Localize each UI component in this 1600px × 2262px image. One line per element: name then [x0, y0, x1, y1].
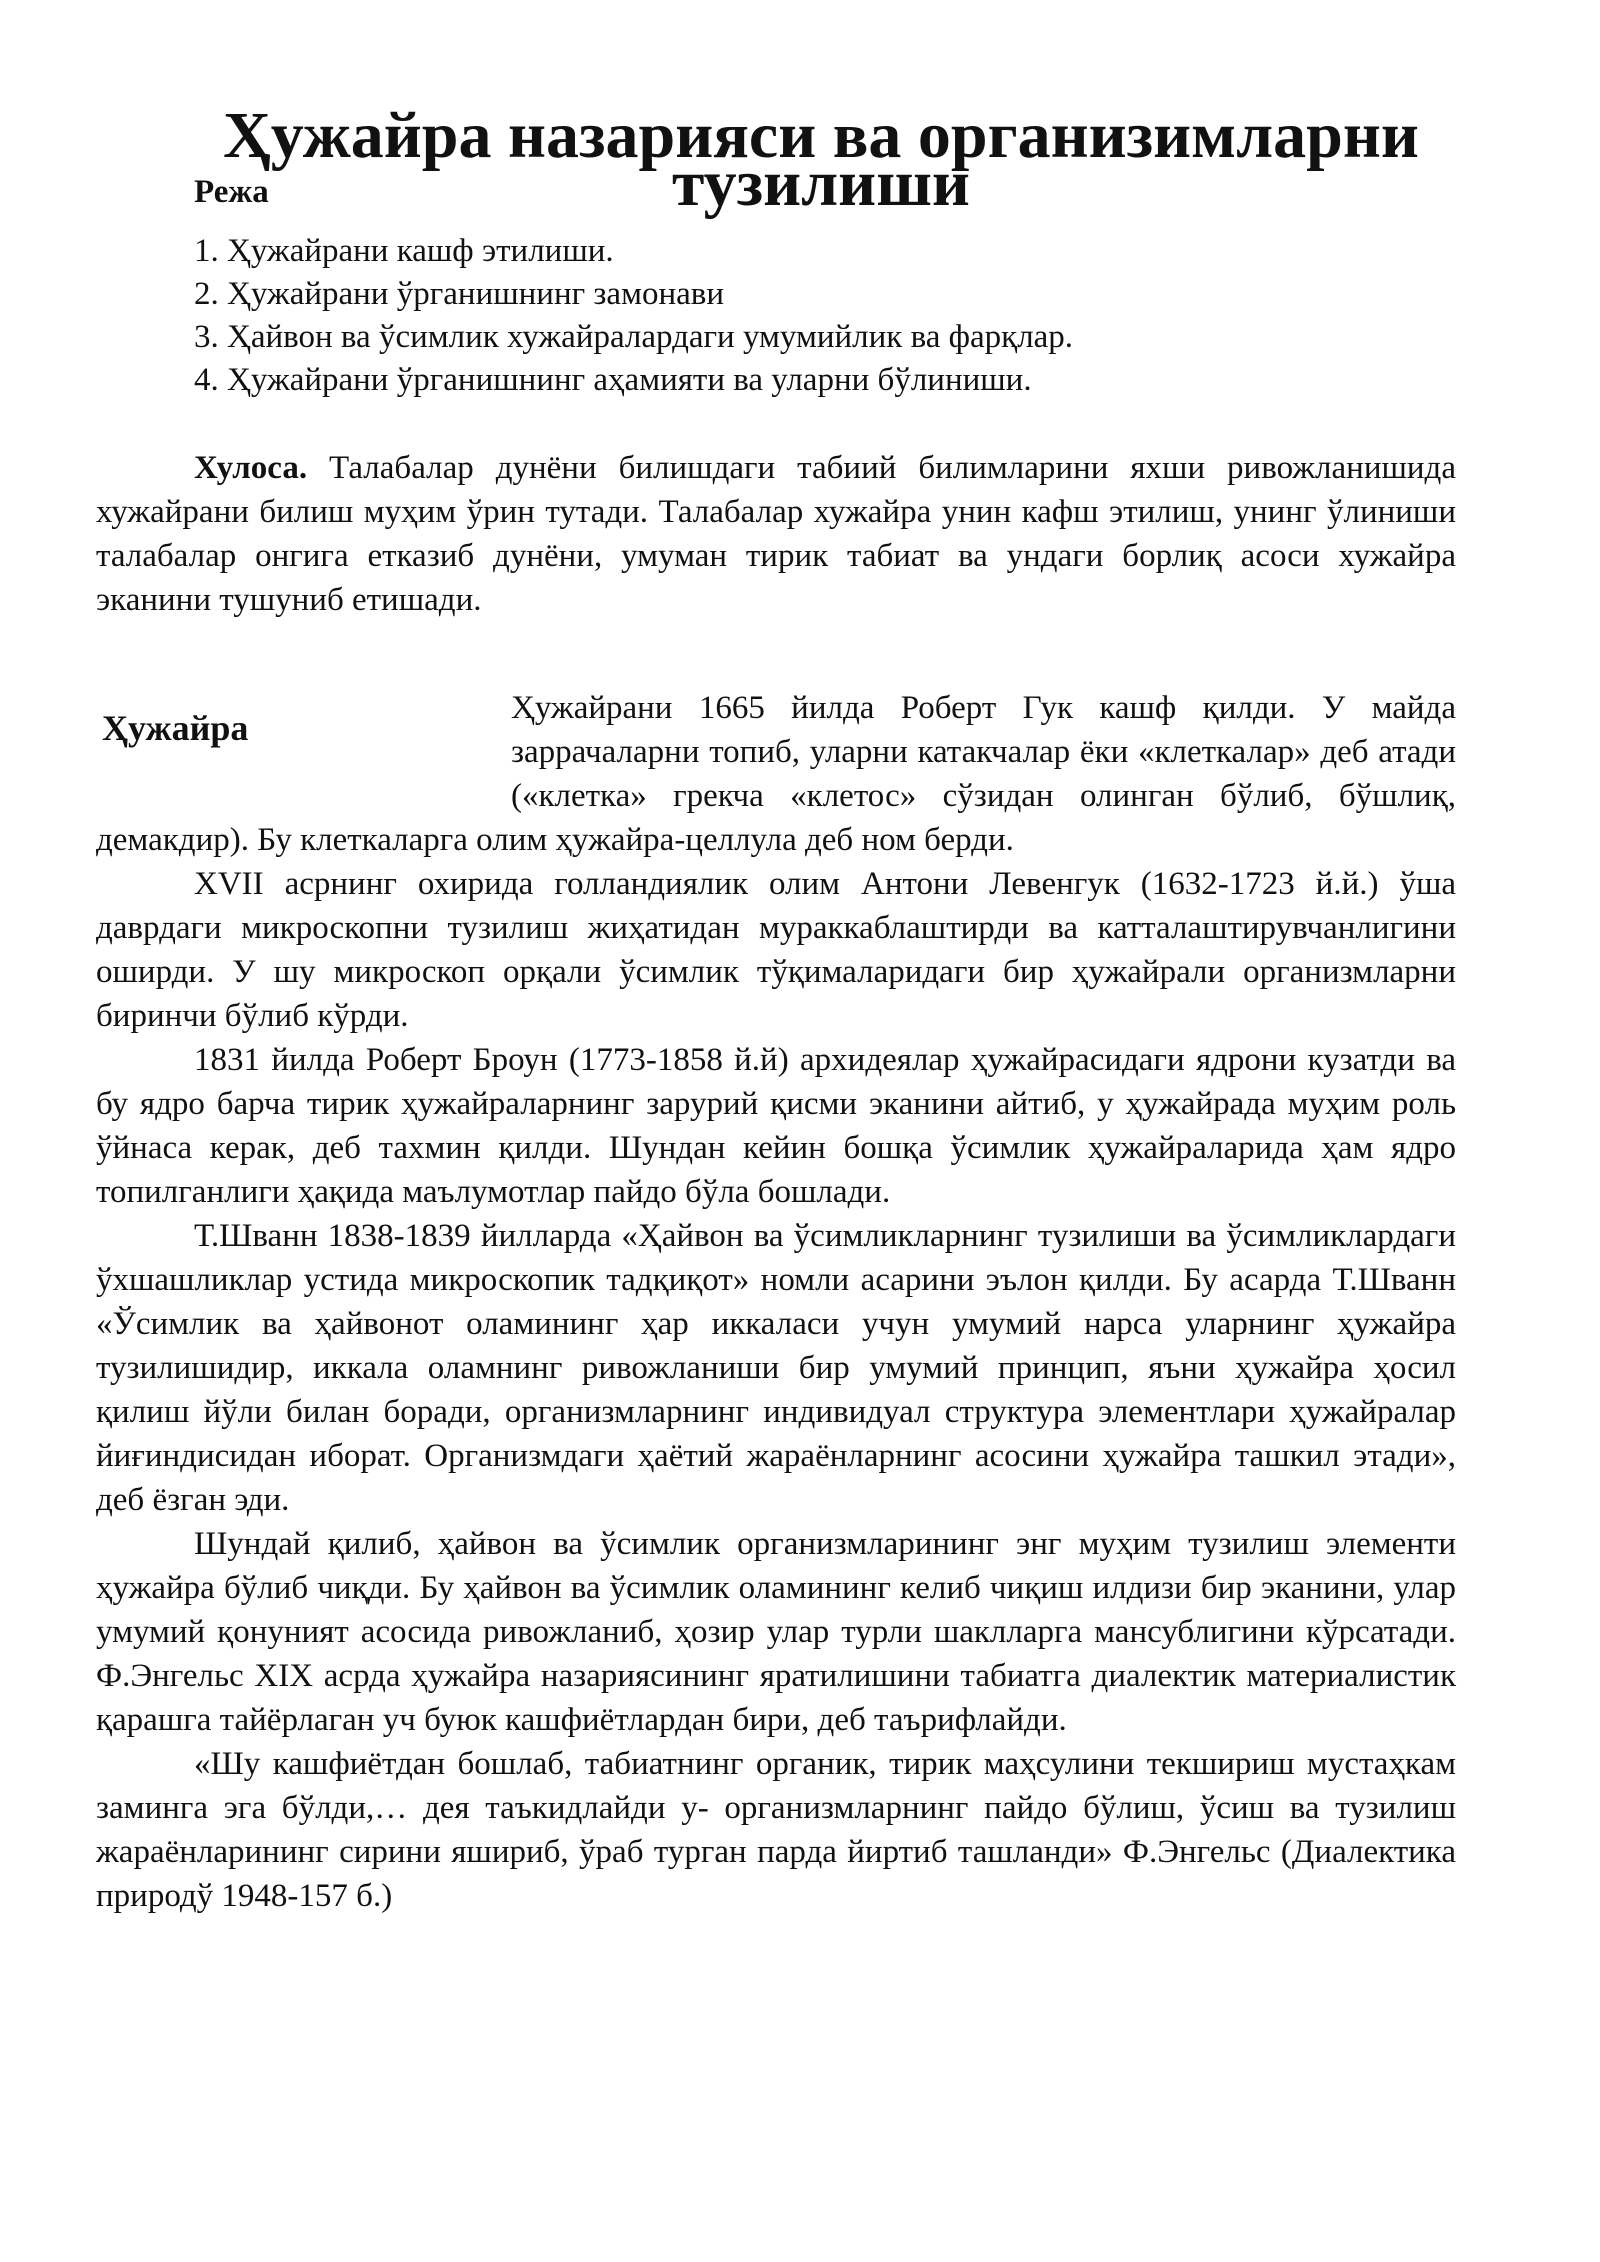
body-paragraph: 1831 йилда Роберт Броун (1773-1858 й.й) архидеялар ҳужайрасидаги ядрони кузатди ва бу ядро барча тирик ҳужайраларнинг зарурий қисми эканини айтиб, у ҳужайрада муҳим роль ўйнаса керак, деб тахмин қилди. Шундан кейин бошқа ўсимлик ҳужайраларида ҳам ядро топилганлиги ҳақида маълумотлар пайдо бўла бошлади.	[96, 1042, 1456, 1210]
body-paragraph: Т.Шванн 1838-1839 йилларда «Ҳайвон ва ўсимликларнинг тузилиши ва ўсимликлардаги ўхшашликлар устида микроскопик тадқиқот» номли асарини эълон қилди. Бу асарда Т.Шванн «Ўсимлик ва ҳайвонот оламининг ҳар иккаласи учун умумий нарса уларнинг ҳужайра тузилишидир, иккала оламнинг ривожланиши бир умумий принцип, яъни ҳужайра ҳосил қилиш йўли билан боради, организмларнинг индивидуал структура элементлари ҳужайралар йиғиндисидан иборат. Организмдаги ҳаётий жараёнларнинг асосини ҳужайра ташкил этади», деб ёзган эди.	[96, 1218, 1456, 1518]
body-paragraph: XVII асрнинг охирида голландиялик олим Антони Левенгук (1632-1723 й.й.) ўша даврдаги микроскопни тузилиш жиҳатидан мураккаблаштирди ва катталаштирувчанлигини оширди. У шу микроскоп орқали ўсимлик тўқималаридаги бир ҳужайрали организмларни биринчи бўлиб кўрди.	[96, 866, 1456, 1034]
plan-item: 4. Ҳужайрани ўрганишнинг аҳамияти ва уларни бўлиниши.	[194, 362, 1032, 398]
section-heading-text: Ҳужайра	[102, 708, 249, 748]
plan-list	[96, 230, 1456, 402]
plan-item: 1. Ҳужайрани кашф этилиши.	[194, 233, 614, 269]
conclusion-text: Талабалар дунёни билишдаги табиий билимларини яхши ривожланишида хужайрани билиш муҳим ўрин тутади. Талабалар хужайра унин кафш этилиш, унинг ўлиниши талабалар онгига етказиб дунёни, умуман тирик табиат ва ундаги борлиқ асоси хужайра эканини тушуниб етишади.	[96, 450, 1456, 618]
cell-section	[96, 686, 1456, 1918]
document-title: Ҳужайра назарияси ва организимларни тузилиши	[223, 99, 1419, 220]
body-paragraph: Ҳужайрани 1665 йилда Роберт Гук кашф қилди. У майда заррачаларни топиб, уларни катакчалар ёки «клеткалар» деб атади («клетка» грекча «клетос» сўзидан олинган бўлиб, бўшлиқ, демакдир). Бу клеткаларга олим ҳужайра-целлула деб ном берди.	[96, 690, 1456, 858]
body-paragraph: Шундай қилиб, ҳайвон ва ўсимлик организмларининг энг муҳим тузилиш элементи ҳужайра бўлиб чиқди. Бу ҳайвон ва ўсимлик оламининг келиб чиқиш илдизи бир эканини, улар умумий қонуният асосида ривожланиб, ҳозир улар турли шаклларга мансублигини кўрсатади. Ф.Энгельс XIX асрда ҳужайра назариясининг яратилишини табиатга диалектик материалистик қарашга тайёрлаган уч буюк кашфиётлардан бири, деб таърифлайди.	[96, 1526, 1456, 1738]
conclusion-paragraph	[96, 446, 1456, 622]
plan-item: 3. Ҳайвон ва ўсимлик хужайралардаги умумийлик ва фарқлар.	[194, 319, 1074, 355]
plan-heading: Режа	[194, 174, 269, 210]
section-heading	[96, 686, 511, 806]
document-content	[96, 99, 1456, 1918]
plan-item: 2. Ҳужайрани ўрганишнинг замонави	[194, 276, 725, 312]
body-paragraph: «Шу кашфиётдан бошлаб, табиатнинг органик, тирик маҳсулини текшириш мустаҳкам заминга эга бўлди,… дея таъкидлайди у- организмларнинг пайдо бўлиш, ўсиш ва тузилиш жараёнларининг сирини яшириб, ўраб турган парда йиртиб ташланди» Ф.Энгельс (Диалектика природў 1948-157 б.)	[96, 1746, 1456, 1914]
conclusion-label: Хулоса.	[194, 450, 308, 486]
